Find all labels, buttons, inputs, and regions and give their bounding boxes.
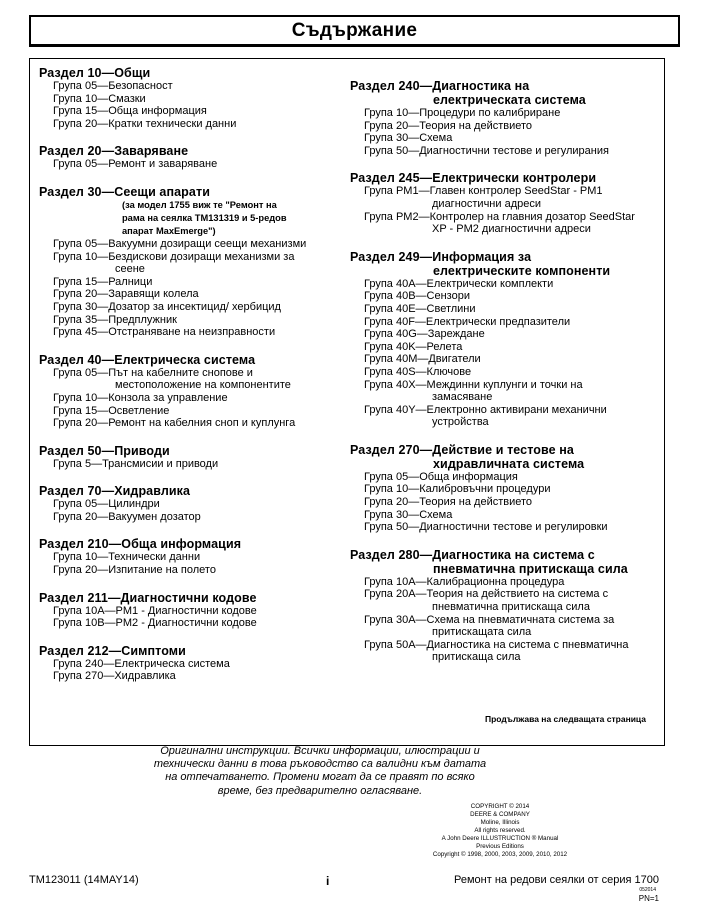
- section-title-line: Раздел 50—Приводи: [39, 443, 170, 458]
- toc-group-entry: [39, 670, 339, 683]
- group-line: Група 05—Обща информация: [364, 470, 518, 483]
- section-title-line: електрическата система: [433, 93, 586, 107]
- toc-group-entry: [350, 211, 655, 236]
- section-title-line: Раздел 240—Диагностика на: [350, 79, 530, 93]
- section-title-line: Раздел 210—Обща информация: [39, 537, 242, 552]
- group-line: Група 50A—Диагностика на система с пневматична: [364, 638, 629, 651]
- group-line: пневматична притискаща сила: [432, 601, 590, 614]
- section-title: [350, 548, 655, 576]
- toc-section: [39, 537, 339, 576]
- copyright-line: Moline, Illinois: [480, 819, 520, 826]
- disclaimer-line: време, без предварително огласяване.: [217, 784, 423, 797]
- toc-group-entry: [39, 314, 339, 327]
- group-line: Група 20—Вакуумен дозатор: [53, 510, 201, 523]
- section-title: [350, 79, 655, 107]
- group-line: притискаща сила: [432, 651, 521, 664]
- group-line: Група 10—Бездискови дозиращи механизми за: [53, 250, 295, 263]
- group-line: Група 40K—Релета: [364, 340, 463, 353]
- toc-section: [39, 353, 339, 430]
- toc-group-entry: [39, 238, 339, 251]
- section-title: [39, 644, 339, 658]
- toc-group-entry: [39, 498, 339, 511]
- toc-section: [350, 79, 655, 157]
- copyright-line: COPYRIGHT © 2014: [470, 803, 530, 810]
- toc-group-entry: [350, 576, 655, 589]
- group-line: Група 10—Технически данни: [53, 551, 201, 564]
- group-line: Група 20—Ремонт на кабелния сноп и куплунга: [53, 417, 296, 430]
- toc-group-entry: [350, 132, 655, 145]
- group-line: Група 30—Дозатор за инсектицид/ хербицид: [53, 300, 281, 313]
- toc-group-entry: [350, 316, 655, 329]
- group-line: устройства: [432, 416, 489, 429]
- toc-section: [39, 591, 339, 630]
- toc-group-entry: [39, 105, 339, 118]
- toc-group-entry: [350, 509, 655, 522]
- copyright-line: DEERE & COMPANY: [470, 811, 530, 818]
- group-line: Група 40A—Електрически комплекти: [364, 277, 554, 290]
- toc-group-entry: [39, 417, 339, 430]
- toc-group-entry: [350, 471, 655, 484]
- group-line: Група 15—Ралници: [53, 275, 153, 288]
- group-line: Група 40B—Сензори: [364, 290, 470, 303]
- section-title-line: Раздел 10—Общи: [39, 66, 151, 80]
- section-title: [39, 185, 339, 199]
- group-line: сеене: [115, 263, 145, 276]
- toc-section: [39, 66, 339, 130]
- group-line: Група 35—Предплужник: [53, 313, 177, 326]
- section-title: [39, 591, 339, 605]
- toc-group-entry: [39, 301, 339, 314]
- group-line: Група 20—Теория на действието: [364, 119, 533, 132]
- toc-group-entry: [39, 251, 339, 276]
- group-line: Група 40M—Двигатели: [364, 353, 481, 366]
- continues-note: Продължава на следващата страница: [484, 714, 646, 724]
- footer-pn: PN=1: [638, 894, 659, 903]
- copyright-line: Previous Editions: [476, 843, 524, 850]
- toc-group-entry: [39, 118, 339, 131]
- group-line: Група 40G—Зареждане: [364, 328, 485, 341]
- toc-section: [39, 144, 339, 171]
- toc-group-entry: [350, 353, 655, 366]
- group-line: Група 40Y—Електронно активирани механични: [364, 403, 607, 416]
- section-title-line: пневматична притискаща сила: [433, 561, 628, 576]
- section-note-line: апарат MaxEmerge"): [122, 225, 216, 236]
- group-line: замасяване: [432, 391, 493, 404]
- group-line: Група 15—Осветление: [53, 404, 170, 417]
- group-line: Група 10—Процедури по калибриране: [364, 107, 561, 119]
- toc-group-entry: [350, 328, 655, 341]
- left-column: [39, 66, 339, 697]
- toc-group-entry: [39, 326, 339, 339]
- toc-group-entry: [350, 185, 655, 210]
- section-title: [350, 171, 655, 185]
- toc-group-entry: [39, 511, 339, 524]
- group-line: Група 40X—Междинни куплунги и точки на: [364, 378, 583, 391]
- group-line: Група 30—Схема: [364, 508, 453, 521]
- section-title: [39, 444, 339, 458]
- section-note-line: рама на сеялка TM131319 и 5-редов: [122, 212, 287, 223]
- toc-group-entry: [39, 392, 339, 405]
- group-line: Група PM2—Контролер на главния дозатор SeedStar: [364, 210, 635, 223]
- group-line: Група 10—Смазки: [53, 92, 146, 105]
- section-title: [39, 66, 339, 80]
- group-line: Група 20—Теория на действието: [364, 496, 533, 509]
- group-line: Група 20—Кратки технически данни: [53, 117, 237, 130]
- toc-group-entry: [350, 639, 655, 664]
- group-line: Група 15—Обща информация: [53, 105, 207, 118]
- section-title-line: хидравличната система: [433, 456, 585, 471]
- section-title-line: Раздел 70—Хидравлика: [39, 484, 191, 499]
- disclaimer: [140, 745, 500, 798]
- copyright-line: All rights reserved.: [474, 827, 526, 834]
- group-line: Група 20A—Теория на действието на система с: [364, 588, 609, 601]
- section-title-line: Раздел 30—Сеещи апарати: [39, 184, 210, 199]
- section-title-line: Раздел 249—Информация за: [350, 249, 532, 264]
- toc-group-entry: [39, 658, 339, 671]
- group-line: Група 50—Диагностични тестове и регулировки: [364, 521, 608, 534]
- right-column: [350, 79, 655, 678]
- section-title-line: Раздел 40—Електрическа система: [39, 352, 256, 367]
- group-line: Група 5—Трансмисии и приводи: [53, 457, 219, 470]
- group-line: притискащата сила: [432, 626, 532, 639]
- group-line: Група 50—Диагностични тестове и регулирания: [364, 144, 609, 157]
- group-line: Група 05—Вакуумни дозиращи сеещи механизми: [53, 237, 307, 250]
- group-line: Група 05—Безопасност: [53, 80, 173, 92]
- section-title-line: Раздел 245—Електрически контролери: [350, 171, 597, 186]
- toc-group-entry: [39, 564, 339, 577]
- group-line: Група 05—Цилиндри: [53, 498, 160, 511]
- toc-group-entry: [350, 341, 655, 354]
- toc-section: [39, 444, 339, 471]
- toc-group-entry: [39, 405, 339, 418]
- section-title-line: електрическите компоненти: [433, 263, 611, 278]
- group-line: Група 30A—Схема на пневматичната система за: [364, 613, 615, 626]
- toc-group-entry: [39, 93, 339, 106]
- toc-section: [350, 250, 655, 429]
- page-title-box: [29, 15, 680, 47]
- section-title: [350, 443, 655, 471]
- section-title-line: Раздел 212—Симптоми: [39, 643, 186, 658]
- section-title: [39, 537, 339, 551]
- footer-code: 052014: [639, 887, 656, 893]
- toc-group-entry: [350, 614, 655, 639]
- toc-group-entry: [350, 588, 655, 613]
- group-line: Група 240—Електрическа система: [53, 657, 230, 670]
- group-line: Група 10—Калибровъчни процедури: [364, 483, 551, 496]
- section-title: [350, 250, 655, 278]
- group-line: диагностични адреси: [432, 197, 541, 210]
- disclaimer-line: Оригинални инструкции. Всички информации, илюстрации и: [160, 745, 480, 757]
- section-title-line: Раздел 211—Диагностични кодове: [39, 590, 257, 605]
- toc-group-entry: [39, 276, 339, 289]
- footer-page-number: i: [326, 874, 330, 888]
- toc-group-entry: [350, 483, 655, 496]
- group-line: Група 20—Изпитание на полето: [53, 564, 216, 577]
- copyright-block: [410, 803, 590, 859]
- toc-group-entry: [350, 366, 655, 379]
- toc-section: [39, 185, 339, 339]
- group-line: XP - PM2 диагностични адреси: [432, 223, 591, 236]
- toc-group-entry: [350, 521, 655, 534]
- toc-group-entry: [350, 145, 655, 158]
- group-line: Група PM1—Главен контролер SeedStar - PM1: [364, 185, 603, 198]
- toc-section: [350, 171, 655, 235]
- toc-group-entry: [350, 379, 655, 404]
- section-title: [39, 144, 339, 158]
- group-line: Група 10B—PM2 - Диагностични кодове: [53, 617, 257, 630]
- disclaimer-line: технически данни в това ръководство са валидни към датата: [153, 758, 487, 771]
- footer-doc-title: Ремонт на редови сеялки от серия 1700: [454, 874, 659, 886]
- group-line: Група 10—Конзола за управление: [53, 391, 228, 404]
- section-title: [39, 353, 339, 367]
- toc-group-entry: [350, 278, 655, 291]
- section-title-line: Раздел 20—Заваряване: [39, 144, 189, 159]
- group-line: Група 40S—Ключове: [364, 365, 472, 378]
- group-line: Група 45—Отстраняване на неизправности: [53, 326, 276, 339]
- toc-section: [39, 644, 339, 683]
- group-line: Група 10A—Калибрационна процедура: [364, 575, 565, 588]
- toc-group-entry: [350, 120, 655, 133]
- toc-group-entry: [39, 458, 339, 471]
- group-line: Група 05—Ремонт и заваряване: [53, 158, 218, 171]
- toc-group-entry: [39, 80, 339, 93]
- toc-group-entry: [39, 158, 339, 171]
- toc-group-entry: [350, 107, 655, 120]
- footer-doc-id: TM123011 (14MAY14): [29, 874, 139, 886]
- toc-group-entry: [350, 303, 655, 316]
- toc-section: [350, 443, 655, 534]
- toc-group-entry: [39, 605, 339, 618]
- group-line: Група 30—Схема: [364, 132, 453, 145]
- section-note-line: (за модел 1755 виж те "Ремонт на: [122, 199, 277, 210]
- group-line: местоположение на компонентите: [115, 379, 291, 392]
- toc-group-entry: [39, 288, 339, 301]
- copyright-line: A John Deere ILLUSTRUCTION ® Manual: [441, 835, 559, 842]
- toc-group-entry: [350, 290, 655, 303]
- toc-group-entry: [39, 617, 339, 630]
- group-line: Група 270—Хидравлика: [53, 670, 176, 683]
- copyright-line: Copyright © 1998, 2000, 2003, 2009, 2010, 2012: [432, 851, 568, 858]
- group-line: Група 05—Път на кабелните снопове и: [53, 366, 253, 379]
- toc-group-entry: [39, 551, 339, 564]
- group-line: Група 40E—Светлини: [364, 302, 476, 315]
- toc-group-entry: [350, 404, 655, 429]
- toc-section: [350, 548, 655, 664]
- section-title-line: Раздел 280—Диагностика на система с: [350, 547, 595, 562]
- toc-group-entry: [39, 367, 339, 392]
- disclaimer-line: на отпечатването. Промени могат да се правят по всяко: [165, 771, 475, 784]
- section-title: [39, 484, 339, 498]
- section-title-line: Раздел 270—Действие и тестове на: [350, 442, 574, 457]
- group-line: Група 40F—Електрически предпазители: [364, 315, 571, 328]
- group-line: Група 10A—PM1 - Диагностични кодове: [53, 604, 257, 617]
- group-line: Група 20—Заравящи колела: [53, 288, 199, 301]
- page-title: Съдържание: [291, 19, 418, 41]
- toc-group-entry: [350, 496, 655, 509]
- toc-section: [39, 484, 339, 523]
